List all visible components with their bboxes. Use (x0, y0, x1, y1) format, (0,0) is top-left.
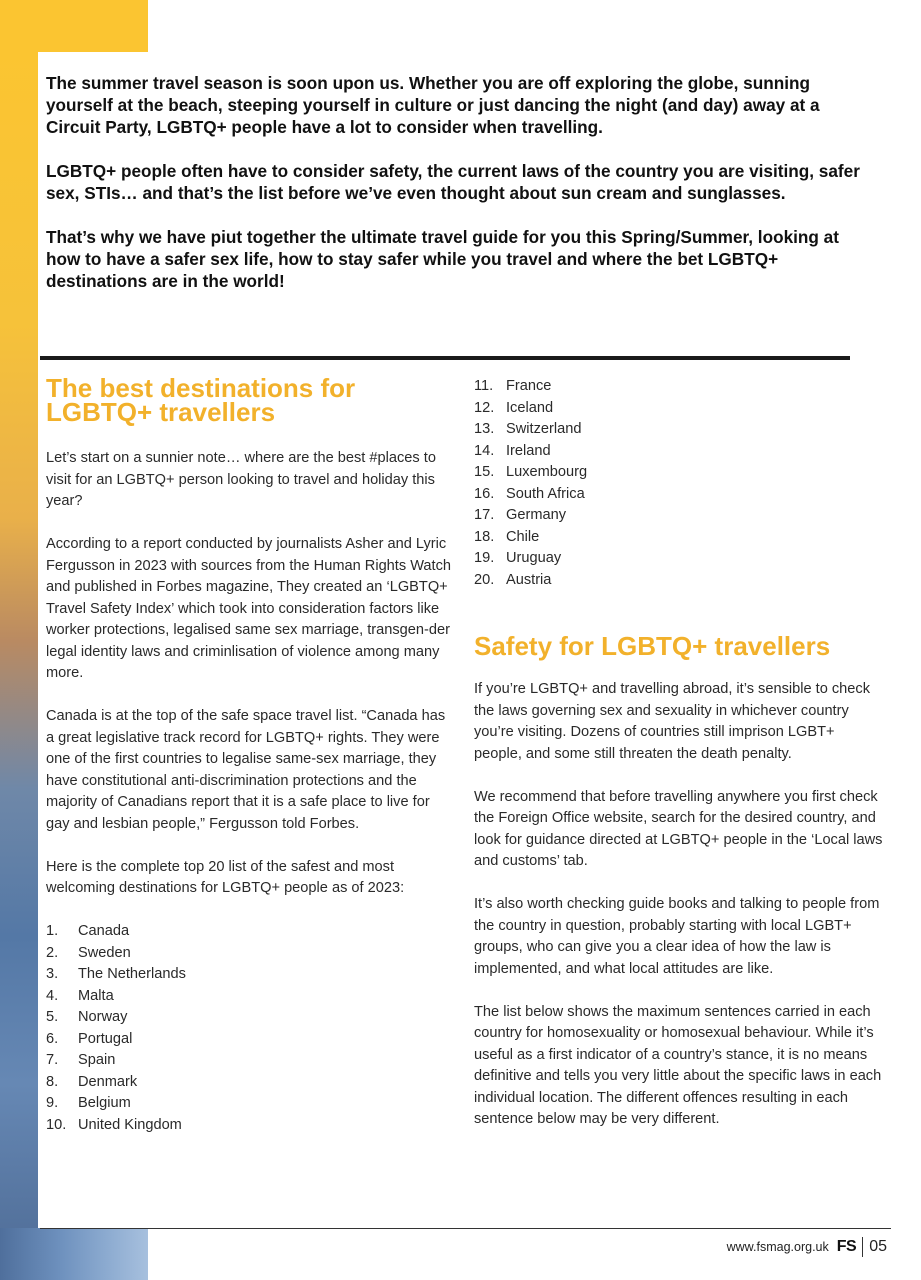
list-item (474, 419, 886, 441)
list-number: 19. (474, 550, 495, 566)
footer-rule (40, 1228, 891, 1229)
list-country: Belgium (78, 1095, 131, 1111)
list-number: 20. (474, 571, 495, 588)
body-paragraph: Let’s start on a sunnier note… where are the best #places to visit for an LGBTQ+ person looking to travel and holiday this year? (46, 450, 436, 509)
body-paragraph: According to a report conducted by journalists Asher and Lyric Fergusson in 2023 with sources from the Human Rights Watch and published in Forbes magazine, They created an ‘LGBTQ+ Travel Safety Index’ which took into consideration factors like worker protections, legalised same sex marriage, transgen-der legal identity laws and criminlisation of violence among many more. (46, 536, 452, 681)
body-paragraph: If you’re LGBTQ+ and travelling abroad, it’s sensible to check the laws governing sex and sexuality in whichever country you’re visiting. Dozens of countries still imprison LGBT+ people, and some still threaten the death penalty. (474, 681, 870, 762)
destinations-list-part-1 (46, 921, 456, 1136)
list-number: 9. (46, 1095, 59, 1111)
body-paragraph: It’s also worth checking guide books and talking to people from the country in question, probably starting with local LGBT+ groups, who can give you a clear idea of how the law is implemented, and what local attitudes are like. (474, 896, 880, 977)
background-photo-corner (0, 1228, 148, 1280)
list-number: 12. (474, 399, 495, 416)
list-item (474, 376, 886, 398)
list-number: 15. (474, 464, 495, 480)
list-item (474, 505, 886, 527)
list-country: Sweden (78, 944, 131, 961)
list-item (474, 441, 886, 463)
intro-paragraph: The summer travel season is soon upon us. Whether you are off exploring the globe, sunning yourself at the beach, steeping yourself in culture or just dancing the night (and day) away at a Circuit Party, LGBTQ+ people have a lot to consider when travelling. (46, 73, 820, 137)
list-country: South Africa (506, 485, 585, 502)
left-column (46, 373, 456, 1136)
list-item (474, 570, 886, 592)
list-number: 1. (46, 923, 59, 939)
list-item (474, 484, 886, 506)
safety-heading: Safety for LGBTQ+ travellers (474, 631, 831, 661)
list-number: 8. (46, 1073, 59, 1090)
yellow-background-block (0, 0, 148, 52)
list-item (474, 548, 886, 570)
list-item (474, 527, 886, 549)
list-country: The Netherlands (78, 966, 186, 982)
list-country: Iceland (506, 399, 554, 416)
footer-url[interactable]: www.fsmag.org.uk (726, 1240, 829, 1254)
list-number: 10. (46, 1116, 67, 1133)
list-number: 2. (46, 944, 59, 961)
list-item (46, 986, 456, 1008)
section-divider (40, 356, 850, 360)
list-country: Austria (506, 571, 552, 588)
list-country: Spain (78, 1052, 116, 1068)
list-country: Norway (78, 1009, 128, 1025)
list-number: 3. (46, 966, 59, 982)
list-number: 18. (474, 528, 495, 545)
list-country: Chile (506, 528, 540, 545)
intro-paragraph: That’s why we have piut together the ultimate travel guide for you this Spring/Summer, looking at how to have a safer sex life, how to stay safer while you travel and where the bet LGBTQ+ destinations are in the world! (46, 227, 839, 291)
background-photo-strip (0, 52, 38, 1280)
list-number: 6. (46, 1030, 59, 1047)
list-item (474, 398, 886, 420)
list-country: Uruguay (506, 550, 562, 566)
list-number: 16. (474, 485, 495, 502)
body-paragraph: Canada is at the top of the safe space travel list. “Canada has a great legislative track record for LGBTQ+ rights. They were one of the first countries to legalise same-sex marriage, they have constitutional anti-discrimination protections and the majority of Canadians report that it is a safe place to live for gay and lesbian people,” Fergusson told Forbes. (46, 708, 446, 832)
list-country: Germany (506, 507, 567, 523)
list-item (474, 462, 886, 484)
destinations-heading: The best destinations for LGBTQ+ travellers (46, 373, 356, 427)
list-country: Ireland (506, 442, 551, 459)
list-country: Switzerland (506, 421, 582, 437)
list-country: United Kingdom (78, 1116, 182, 1133)
list-item (46, 1093, 456, 1115)
list-country: Malta (78, 987, 114, 1004)
intro-paragraph: LGBTQ+ people often have to consider safety, the current laws of the country you are visiting, safer sex, STIs… and that’s the list before we’ve even thought about sun cream and sunglasses. (46, 161, 860, 203)
list-item (46, 1072, 456, 1094)
list-item (46, 1050, 456, 1072)
list-item (46, 1115, 456, 1137)
list-country: France (506, 378, 552, 394)
right-column (474, 376, 886, 1152)
body-paragraph: The list below shows the maximum sentences carried in each country for homosexuality or homosexual behaviour. While it’s useful as a first indicator of a country’s stance, it is no means definitive and tells you very little about the specific laws in each individual location. The different offences resulting in each sentence below may be very different. (474, 1003, 882, 1127)
fs-logo: FS (836, 1238, 857, 1255)
list-item (46, 964, 456, 986)
list-item (46, 1007, 456, 1029)
list-country: Luxembourg (506, 464, 588, 480)
list-country: Portugal (78, 1030, 133, 1047)
list-number: 14. (474, 442, 495, 459)
body-paragraph: Here is the complete top 20 list of the safest and most welcoming destinations for LGBTQ+ people as of 2023: (46, 858, 405, 896)
body-paragraph: We recommend that before travelling anywhere you first check the Foreign Office website, search for the desired country, and look for guidance directed at LGBTQ+ people in the ‘Local laws and customs’ tab. (474, 788, 883, 869)
list-country: Denmark (78, 1073, 138, 1090)
list-country: Canada (78, 923, 130, 939)
page-number: 05 (869, 1238, 887, 1255)
list-number: 5. (46, 1009, 59, 1025)
list-item (46, 943, 456, 965)
list-number: 17. (474, 507, 495, 523)
list-number: 7. (46, 1052, 59, 1068)
list-number: 11. (474, 378, 494, 394)
list-item (46, 1029, 456, 1051)
page-footer (727, 1236, 887, 1258)
list-number: 4. (46, 987, 59, 1004)
list-item (46, 921, 456, 943)
intro-section (46, 72, 876, 314)
destinations-list-part-2 (474, 376, 886, 591)
footer-divider (862, 1237, 863, 1257)
list-number: 13. (474, 421, 495, 437)
